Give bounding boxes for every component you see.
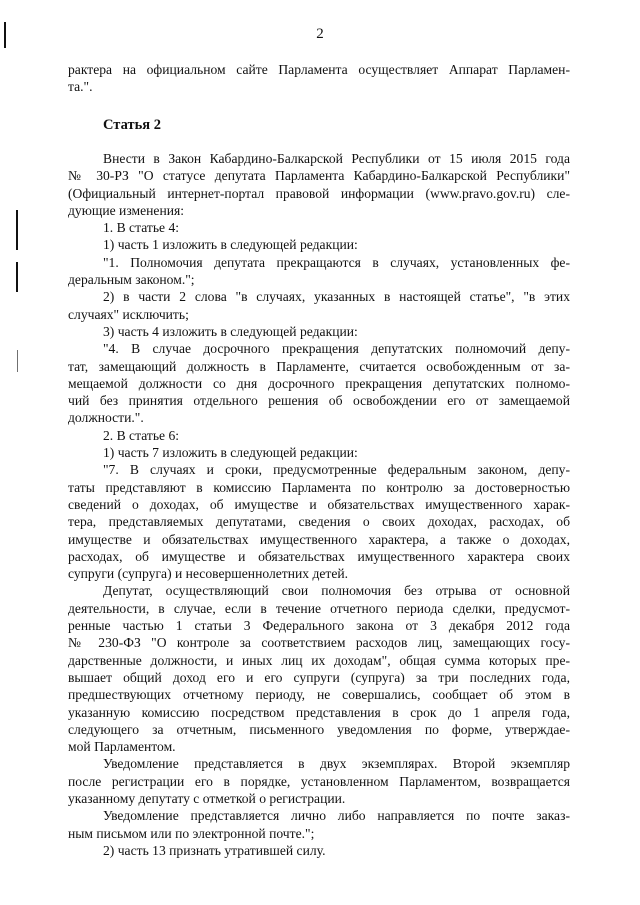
text-line: 2. В статье 6:	[103, 427, 180, 443]
text-line: 2) часть 13 признать утратившей силу.	[103, 842, 326, 858]
text-line: та.".	[68, 79, 93, 95]
article-body	[68, 150, 570, 859]
text-line: Уведомление представляется в двух экземплярах. Второй экземпляр	[103, 756, 570, 772]
text-line: деятельности, в случае, если в течение отчетного периода сделки, предусмот-	[68, 600, 570, 616]
text-line: ным письмом или по электронной почте.";	[68, 825, 315, 841]
text-line: имуществе и обязательствах имущественного характера, а также о доходах,	[68, 531, 570, 547]
text-line: вышает общий доход его и его супруги (супруга) за три последних года,	[68, 669, 570, 685]
text-line: мой Парламентом.	[68, 739, 176, 755]
text-line: Внести в Закон Кабардино-Балкарской Республики от 15 июля 2015 года	[103, 151, 570, 166]
margin-mark	[17, 350, 18, 372]
text-line: (Официальный интернет-портал правовой информации (www.pravo.gov.ru) сле-	[68, 185, 570, 201]
text-line: случаях" исключить;	[68, 306, 189, 322]
text-line: деральным законом.";	[68, 272, 195, 288]
text-line: дарственные должности, и иных лиц их доходам", общая сумма которых пре-	[68, 652, 570, 668]
text-line: Депутат, осуществляющий свои полномочия без отрыва от основной	[103, 583, 570, 599]
text-line: рактера на официальном сайте Парламента осуществляет Аппарат Парламен-	[68, 62, 570, 77]
article-heading: Статья 2	[103, 117, 161, 133]
page-number: 2	[316, 26, 324, 42]
text-line: "7. В случаях и сроки, предусмотренные федеральным законом, депу-	[103, 462, 570, 478]
text-line: № 230-ФЗ "О контроле за соответствием расходов лиц, замещающих госу-	[68, 635, 570, 651]
text-line: указанному депутату с отметкой о регистрации.	[68, 790, 346, 806]
margin-mark	[16, 262, 18, 292]
text-line: должности.".	[68, 410, 144, 426]
text-line: 3) часть 4 изложить в следующей редакции:	[103, 323, 358, 339]
text-line: сведений о доходах, об имуществе и обязательствах имущественного харак-	[68, 496, 570, 512]
margin-mark	[4, 22, 6, 48]
text-line: Уведомление представляется лично либо направляется по почте заказ-	[103, 808, 570, 824]
margin-mark	[16, 210, 18, 250]
text-line: расходах, об имуществе и обязательствах имущественного характера своих	[68, 548, 570, 564]
text-line: супруги (супруга) и несовершеннолетних детей.	[68, 566, 349, 582]
text-line: "1. Полномочия депутата прекращаются в случаях, установленных фе-	[103, 254, 570, 270]
text-line: № 30-РЗ "О статусе депутата Парламента Кабардино-Балкарской Республики"	[68, 168, 570, 184]
text-line: следующего за отчетным, письменного уведомления по форме, утверждае-	[68, 721, 570, 737]
text-line: предшествующих отчетному периоду, не совершались, сообщает об этом в	[68, 687, 570, 703]
text-line: 1. В статье 4:	[103, 220, 180, 236]
text-line: тат, замещающий должность в Парламенте, считается освобожденным от за-	[68, 358, 570, 374]
text-line: после регистрации его в порядке, установленном Парламентом, возвращается	[68, 773, 570, 789]
text-line: ренные частью 1 статьи 3 Федерального закона от 3 декабря 2012 года	[68, 618, 570, 634]
text-line: чий без принятия отдельного решения об освобождении его от замещаемой	[68, 393, 570, 409]
text-line: мещаемой должности со дня досрочного прекращения депутатских полномо-	[68, 375, 570, 391]
document-body	[68, 61, 570, 96]
text-line: 2) в части 2 слова "в случаях, указанных в настоящей статье", "в этих	[103, 289, 570, 305]
text-line: таты представляют в комиссию Парламента по контролю за достоверностью	[68, 479, 570, 495]
text-line: тера, представляемых депутатами, сведения о своих доходах, расходах, об	[68, 514, 570, 530]
text-line: "4. В случае досрочного прекращения депутатских полномочий депу-	[103, 341, 570, 357]
text-line: дующие изменения:	[68, 202, 185, 218]
text-line: 1) часть 7 изложить в следующей редакции:	[103, 445, 358, 461]
text-line: 1) часть 1 изложить в следующей редакции:	[103, 237, 358, 253]
text-line: указанную комиссию посредством представления в срок до 1 апреля года,	[68, 704, 570, 720]
